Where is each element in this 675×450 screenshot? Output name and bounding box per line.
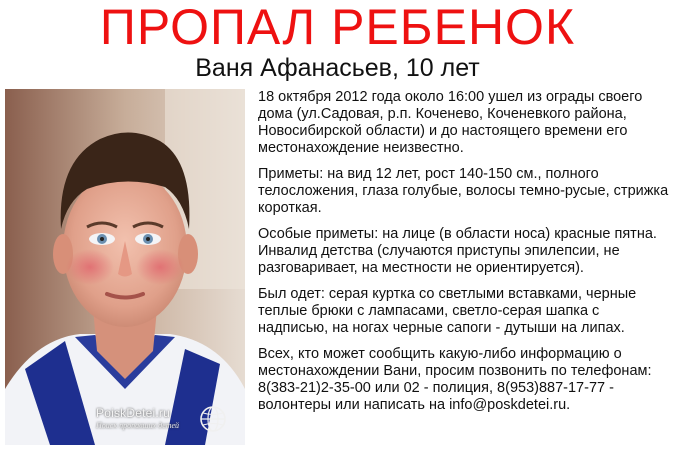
child-photo [5,89,245,445]
headline: ПРОПАЛ РЕБЕНОК [99,0,576,55]
paragraph-appearance: Приметы: на вид 12 лет, рост 140-150 см., полного телосложения, глаза голубые, волосы темно-русые, стрижка короткая. [258,166,669,216]
paragraph-contacts: Всех, кто может сообщить какую-либо информацию о местонахождении Вани, просим позвонить по телефонам: 8(383-21)2-35-00 или 02 - полиция, 8(953)887-17-77 - волонтеры или написать на info@poskdetei.ru. [258,346,652,413]
paragraph-special-marks: Особые приметы: на лице (в области носа) красные пятна. Инвалид детства (случаются приступы эпилепсии, не разговаривает, на местности не ориентируется). [258,226,657,276]
globe-icon [196,404,230,434]
paragraph-clothing: Был одет: серая куртка со светлыми вставками, черные теплые брюки с лампасами, светло-серая шапка с надписью, на ногах черные сапоги - дутыши на липах. [258,286,637,336]
description-text [258,89,670,414]
watermark-brand: PoiskDetei.ru [96,406,170,420]
watermark-tagline: Поиск пропавших детей [96,421,180,430]
child-name-age: Ваня Афанасьев, 10 лет [195,54,480,82]
paragraph-circumstances: 18 октября 2012 года около 16:00 ушел из ограды своего дома (ул.Садовая, р.п. Коченево, Коченевкого района, Новосибирской области) и до настоящего времени его местонахождение неизвестно. [258,89,643,156]
